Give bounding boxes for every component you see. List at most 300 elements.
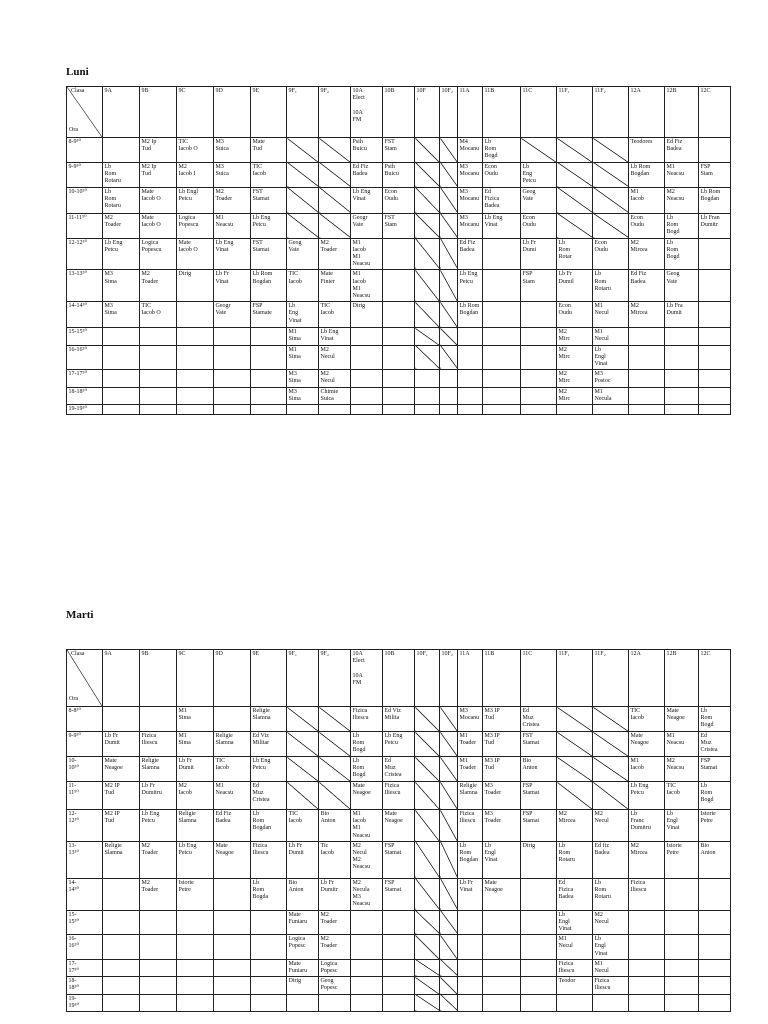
lesson-cell xyxy=(458,387,483,404)
class-header-11: 11A xyxy=(458,650,483,707)
lesson-cell: M2 Ip Tud xyxy=(140,162,177,187)
lesson-cell: Bio Anton xyxy=(699,841,731,878)
lesson-cell: M4 Mocanu xyxy=(458,138,483,163)
lesson-cell: M2 Toader xyxy=(214,187,251,213)
lesson-cell: Lb Franc Dumitru xyxy=(629,810,665,842)
class-header-15: 11F₂ xyxy=(593,87,629,138)
lesson-cell xyxy=(699,345,731,370)
lesson-cell xyxy=(140,405,177,415)
lesson-cell xyxy=(177,370,214,387)
unused-slot-cell xyxy=(415,138,440,163)
hour-label: 18- 18⁵⁰ xyxy=(67,977,103,994)
unused-slot-cell xyxy=(557,732,593,757)
unused-slot-cell xyxy=(415,162,440,187)
class-header-12: 11B xyxy=(483,650,521,707)
lesson-cell xyxy=(440,387,458,404)
lesson-cell: TIC Iacob O xyxy=(140,302,177,328)
unused-slot-cell xyxy=(440,757,458,782)
lesson-cell: Ed Muz Cristea xyxy=(383,757,415,782)
unused-slot-cell xyxy=(415,732,440,757)
lesson-cell: Lb Rom Bogd xyxy=(665,213,699,238)
corner-hour-label: Ora xyxy=(69,126,78,133)
lesson-cell: Psih Buicu xyxy=(351,138,383,163)
lesson-cell xyxy=(458,935,483,960)
lesson-cell xyxy=(665,405,699,415)
lesson-cell xyxy=(103,345,140,370)
lesson-cell xyxy=(458,370,483,387)
lesson-cell xyxy=(214,328,251,345)
class-header-8: 10B xyxy=(383,87,415,138)
lesson-cell: Lb Eng Vinat xyxy=(351,187,383,213)
table-row xyxy=(67,707,731,732)
lesson-cell: M2 Mirc xyxy=(557,345,593,370)
lesson-cell: TIC Iacob xyxy=(251,162,287,187)
lesson-cell: M3 Sima xyxy=(287,387,319,404)
lesson-cell: Fizica Iliescu xyxy=(629,878,665,910)
class-header-6: 9F₂ xyxy=(319,650,351,707)
lesson-cell: M1 Neacsu xyxy=(214,782,251,810)
lesson-cell: Fizica Iliescu xyxy=(593,977,629,994)
unused-slot-cell xyxy=(521,138,557,163)
schedule-table-marti xyxy=(66,649,731,1012)
lesson-cell xyxy=(665,345,699,370)
lesson-cell: M1 Sima xyxy=(177,732,214,757)
lesson-cell: Fizica Iliescu xyxy=(383,782,415,810)
unused-slot-cell xyxy=(440,977,458,994)
lesson-cell: Istorie Petre xyxy=(699,810,731,842)
lesson-cell: M3 Sima xyxy=(103,270,140,302)
lesson-cell: TIC Iacob xyxy=(629,707,665,732)
lesson-cell xyxy=(483,959,521,976)
lesson-cell xyxy=(665,935,699,960)
lesson-cell xyxy=(383,910,415,935)
lesson-cell: Lb Rom Bogd xyxy=(699,707,731,732)
lesson-cell: Geog Vate xyxy=(665,270,699,302)
lesson-cell xyxy=(699,328,731,345)
table-row xyxy=(67,910,731,935)
class-header-8: 10B xyxy=(383,650,415,707)
lesson-cell xyxy=(458,405,483,415)
class-header-0: 9A xyxy=(103,650,140,707)
lesson-cell: Lb Engl Vinat xyxy=(483,841,521,878)
unused-slot-cell xyxy=(415,187,440,213)
table-row xyxy=(67,328,731,345)
lesson-cell: Teodores xyxy=(629,138,665,163)
lesson-cell: Lb Fr Dumit xyxy=(287,841,319,878)
lesson-cell xyxy=(140,387,177,404)
lesson-cell xyxy=(521,959,557,976)
table-row xyxy=(67,841,731,878)
lesson-cell: M3 Toader xyxy=(483,810,521,842)
class-header-5: 9F₁ xyxy=(287,87,319,138)
lesson-cell xyxy=(383,977,415,994)
lesson-cell: M1 Toader xyxy=(458,732,483,757)
lesson-cell: Lb Fra Dumit xyxy=(665,302,699,328)
lesson-cell xyxy=(177,959,214,976)
lesson-cell xyxy=(140,994,177,1011)
lesson-cell: Mate Funiaru xyxy=(287,910,319,935)
unused-slot-cell xyxy=(415,345,440,370)
lesson-cell xyxy=(458,977,483,994)
lesson-cell xyxy=(140,345,177,370)
lesson-cell: Fizica Iliescu xyxy=(140,732,177,757)
lesson-cell: Mate Neagoe xyxy=(665,707,699,732)
lesson-cell xyxy=(699,935,731,960)
lesson-cell: Lb Fr Dumitru xyxy=(140,782,177,810)
lesson-cell xyxy=(458,959,483,976)
hour-label: 9-9⁵⁰ xyxy=(67,162,103,187)
lesson-cell: Logica Popescu xyxy=(177,213,214,238)
lesson-cell xyxy=(665,878,699,910)
header-row xyxy=(67,650,731,707)
table-row xyxy=(67,782,731,810)
unused-slot-cell xyxy=(557,707,593,732)
lesson-cell: Ed Viz Milita xyxy=(383,707,415,732)
lesson-cell: M3 Postoc xyxy=(593,370,629,387)
lesson-cell xyxy=(521,878,557,910)
unused-slot-cell xyxy=(415,878,440,910)
lesson-cell: Lb Fr Dumit xyxy=(103,732,140,757)
unused-slot-cell xyxy=(440,162,458,187)
lesson-cell xyxy=(140,935,177,960)
lesson-cell: Teodor xyxy=(557,977,593,994)
lesson-cell xyxy=(665,977,699,994)
lesson-cell: M1 Iacob M1 Neacsu xyxy=(351,270,383,302)
lesson-cell: FSP Stamat xyxy=(383,841,415,878)
lesson-cell: M2 Mirc xyxy=(557,328,593,345)
unused-slot-cell xyxy=(440,810,458,842)
lesson-cell xyxy=(483,328,521,345)
lesson-cell: M1 Necul xyxy=(593,959,629,976)
lesson-cell xyxy=(351,994,383,1011)
lesson-cell: M3 Mocanu xyxy=(458,187,483,213)
lesson-cell: M1 Necula xyxy=(593,387,629,404)
lesson-cell: Dirig xyxy=(521,841,557,878)
unused-slot-cell xyxy=(440,994,458,1011)
lesson-cell: Logica Popescu xyxy=(140,238,177,270)
lesson-cell xyxy=(287,994,319,1011)
unused-slot-cell xyxy=(415,238,440,270)
lesson-cell xyxy=(103,405,140,415)
lesson-cell: M1 Sima xyxy=(287,328,319,345)
lesson-cell: M2 Toader xyxy=(103,213,140,238)
hour-label: 8-8⁵⁰ xyxy=(67,707,103,732)
lesson-cell xyxy=(103,994,140,1011)
unused-slot-cell xyxy=(593,782,629,810)
lesson-cell xyxy=(383,270,415,302)
lesson-cell: Lb Eng Petcu xyxy=(177,841,214,878)
lesson-cell xyxy=(629,370,665,387)
unused-slot-cell xyxy=(440,935,458,960)
unused-slot-cell xyxy=(440,302,458,328)
lesson-cell: Fizica Iliescu xyxy=(251,841,287,878)
table-row xyxy=(67,187,731,213)
lesson-cell: M2 Mirc xyxy=(557,387,593,404)
lesson-cell xyxy=(699,138,731,163)
lesson-cell: Bio Anton xyxy=(319,810,351,842)
lesson-cell xyxy=(383,935,415,960)
table-row xyxy=(67,810,731,842)
unused-slot-cell xyxy=(319,757,351,782)
unused-slot-cell xyxy=(593,757,629,782)
lesson-cell xyxy=(521,935,557,960)
lesson-cell: Logica Popesc xyxy=(319,959,351,976)
class-header-9: 10F ₁ xyxy=(415,87,440,138)
unused-slot-cell xyxy=(440,138,458,163)
lesson-cell: M2 Mircea xyxy=(629,238,665,270)
lesson-cell xyxy=(521,387,557,404)
unused-slot-cell xyxy=(440,187,458,213)
lesson-cell: M3 IP Tud xyxy=(483,757,521,782)
lesson-cell: Religie Slamna xyxy=(458,782,483,810)
hour-label: 16-16⁵⁰ xyxy=(67,345,103,370)
unused-slot-cell xyxy=(440,238,458,270)
lesson-cell: Lb Fr Dumil xyxy=(557,270,593,302)
table-row xyxy=(67,387,731,404)
lesson-cell xyxy=(665,387,699,404)
class-header-10: 10F₂ xyxy=(440,87,458,138)
hour-label: 16- 16⁵⁰ xyxy=(67,935,103,960)
lesson-cell: Ed Fiz Badea xyxy=(665,138,699,163)
lesson-cell xyxy=(415,387,440,404)
lesson-cell xyxy=(383,370,415,387)
lesson-cell xyxy=(140,977,177,994)
lesson-cell xyxy=(214,977,251,994)
lesson-cell xyxy=(177,328,214,345)
hour-label: 18-18⁵⁰ xyxy=(67,387,103,404)
lesson-cell: Lb Rom Bogdan xyxy=(251,810,287,842)
lesson-cell: Geog Vate xyxy=(287,238,319,270)
lesson-cell xyxy=(103,707,140,732)
lesson-cell: Lb Fr Vinat xyxy=(458,878,483,910)
lesson-cell: Lb Fran Dumitr xyxy=(699,213,731,238)
lesson-cell xyxy=(483,345,521,370)
class-header-17: 12B xyxy=(665,87,699,138)
lesson-cell: Ed Fizica Badea xyxy=(557,878,593,910)
hour-label: 19-19⁵⁰ xyxy=(67,405,103,415)
lesson-cell: FSP Stam xyxy=(699,162,731,187)
table-row xyxy=(67,757,731,782)
lesson-cell: M3 Sima xyxy=(287,370,319,387)
lesson-cell: Fizica Iliescu xyxy=(351,707,383,732)
lesson-cell: M1 Iacob xyxy=(629,757,665,782)
lesson-cell xyxy=(593,994,629,1011)
unused-slot-cell xyxy=(440,878,458,910)
class-header-3: 9D xyxy=(214,650,251,707)
lesson-cell: M2 Necul xyxy=(593,910,629,935)
lesson-cell xyxy=(629,935,665,960)
lesson-cell: FSP Stamate xyxy=(251,302,287,328)
hour-label: 15-15⁵⁰ xyxy=(67,328,103,345)
lesson-cell xyxy=(458,910,483,935)
unused-slot-cell xyxy=(415,935,440,960)
lesson-cell: M2 Toader xyxy=(319,238,351,270)
class-header-16: 12A xyxy=(629,650,665,707)
lesson-cell xyxy=(521,994,557,1011)
unused-slot-cell xyxy=(415,270,440,302)
lesson-cell: Econ Oudu xyxy=(483,162,521,187)
lesson-cell xyxy=(140,959,177,976)
unused-slot-cell xyxy=(319,162,351,187)
hour-label: 17-17⁵⁰ xyxy=(67,370,103,387)
lesson-cell xyxy=(415,405,440,415)
class-header-17: 12B xyxy=(665,650,699,707)
unused-slot-cell xyxy=(440,910,458,935)
lesson-cell: Lb Eng Vinat xyxy=(483,213,521,238)
lesson-cell xyxy=(251,994,287,1011)
unused-slot-cell xyxy=(415,977,440,994)
lesson-cell: TIC Iacob xyxy=(287,270,319,302)
lesson-cell: FST Stam xyxy=(383,138,415,163)
lesson-cell: Lb Rom Bogd xyxy=(351,732,383,757)
hour-label: 14- 14⁵⁰ xyxy=(67,878,103,910)
lesson-cell xyxy=(483,994,521,1011)
lesson-cell: Lb Rom Bogd xyxy=(483,138,521,163)
hour-label: 13-13⁵⁰ xyxy=(67,270,103,302)
hour-label: 12- 12⁵⁰ xyxy=(67,810,103,842)
lesson-cell xyxy=(665,994,699,1011)
lesson-cell xyxy=(521,345,557,370)
lesson-cell xyxy=(440,370,458,387)
lesson-cell xyxy=(629,910,665,935)
lesson-cell: M2 Mircea xyxy=(629,841,665,878)
class-header-1: 9B xyxy=(140,87,177,138)
lesson-cell: Religie Slamna xyxy=(251,707,287,732)
lesson-cell: Istorie Petre xyxy=(177,878,214,910)
class-header-6: 9F₂ xyxy=(319,87,351,138)
lesson-cell: Bio Anton xyxy=(521,757,557,782)
lesson-cell: Lb Fr Dumitr xyxy=(319,878,351,910)
lesson-cell: Dirig xyxy=(351,302,383,328)
lesson-cell: M2 Mircea xyxy=(629,302,665,328)
lesson-cell xyxy=(383,345,415,370)
hour-label: 11-11⁵⁰ xyxy=(67,213,103,238)
lesson-cell: Ed Fiz Badea xyxy=(214,810,251,842)
lesson-cell xyxy=(458,345,483,370)
lesson-cell: Lb Rom Bogd xyxy=(699,782,731,810)
lesson-cell: M2 Toader xyxy=(140,878,177,910)
unused-slot-cell xyxy=(415,841,440,878)
lesson-cell xyxy=(593,405,629,415)
lesson-cell: Lb Rom Bogdan xyxy=(458,841,483,878)
lesson-cell: FST Stam xyxy=(383,213,415,238)
lesson-cell xyxy=(483,238,521,270)
lesson-cell: Mate Neagoe xyxy=(103,757,140,782)
lesson-cell: Lb Eng Vinat xyxy=(319,328,351,345)
unused-slot-cell xyxy=(440,841,458,878)
lesson-cell: Lb Rom Bogd xyxy=(351,757,383,782)
lesson-cell: Geogr Vate xyxy=(214,302,251,328)
lesson-cell xyxy=(483,302,521,328)
lesson-cell: FSP Stamat xyxy=(699,757,731,782)
unused-slot-cell xyxy=(557,757,593,782)
lesson-cell: TIC Iacob xyxy=(287,810,319,842)
lesson-cell xyxy=(699,270,731,302)
lesson-cell: Religie Slamna xyxy=(140,757,177,782)
unused-slot-cell xyxy=(440,270,458,302)
lesson-cell: Mate Tud xyxy=(251,138,287,163)
unused-slot-cell xyxy=(287,707,319,732)
lesson-cell xyxy=(521,328,557,345)
unused-slot-cell xyxy=(415,959,440,976)
lesson-cell: M3 IP Tud xyxy=(483,732,521,757)
unused-slot-cell xyxy=(415,707,440,732)
lesson-cell xyxy=(319,405,351,415)
lesson-cell: Lb Eng Petcu xyxy=(251,213,287,238)
lesson-cell xyxy=(351,910,383,935)
lesson-cell: M1 Toader xyxy=(458,757,483,782)
corner-class-label: Clasa xyxy=(71,88,85,94)
lesson-cell xyxy=(383,959,415,976)
lesson-cell: Tic Iacob xyxy=(319,841,351,878)
lesson-cell: Mate Iacob O xyxy=(177,238,214,270)
lesson-cell: Econ Oudu xyxy=(593,238,629,270)
lesson-cell xyxy=(319,994,351,1011)
unused-slot-cell xyxy=(440,732,458,757)
lesson-cell xyxy=(103,387,140,404)
lesson-cell: Mate Neagoe xyxy=(483,878,521,910)
table-row xyxy=(67,370,731,387)
lesson-cell: Ed Fiz Badea xyxy=(629,270,665,302)
class-header-11: 11A xyxy=(458,87,483,138)
lesson-cell: Lb Rom Rotaru xyxy=(557,841,593,878)
lesson-cell: FST Stamat xyxy=(251,187,287,213)
lesson-cell xyxy=(521,302,557,328)
lesson-cell: M2 Necula M3 Neacsu xyxy=(351,878,383,910)
lesson-cell: FSP Stamat xyxy=(521,810,557,842)
lesson-cell: Psih Buicu xyxy=(383,162,415,187)
class-header-2: 9C xyxy=(177,650,214,707)
unused-slot-cell xyxy=(415,910,440,935)
lesson-cell xyxy=(629,328,665,345)
table-row xyxy=(67,878,731,910)
lesson-cell xyxy=(351,370,383,387)
lesson-cell: M1 Neacsu xyxy=(214,213,251,238)
lesson-cell: M1 Iacob M1 Neacsu xyxy=(351,810,383,842)
lesson-cell: Dirig xyxy=(177,270,214,302)
lesson-cell: Bio Anton xyxy=(287,878,319,910)
corner-class-label: Clasa xyxy=(71,651,85,657)
table-row xyxy=(67,732,731,757)
lesson-cell: Ed Muz Cristea xyxy=(699,732,731,757)
unused-slot-cell xyxy=(287,732,319,757)
lesson-cell xyxy=(521,910,557,935)
lesson-cell xyxy=(483,910,521,935)
lesson-cell xyxy=(629,405,665,415)
corner-cell xyxy=(67,87,103,138)
lesson-cell xyxy=(251,345,287,370)
unused-slot-cell xyxy=(319,732,351,757)
lesson-cell: M2 Toader xyxy=(319,910,351,935)
lesson-cell: Istorie Petre xyxy=(665,841,699,878)
lesson-cell: Lb Fr Dumi xyxy=(521,238,557,270)
lesson-cell: Lb Rom Bogdan xyxy=(699,187,731,213)
lesson-cell: Mate Finier xyxy=(319,270,351,302)
lesson-cell: M2 Neacsu xyxy=(665,187,699,213)
lesson-cell xyxy=(483,387,521,404)
lesson-cell: FSP Stam xyxy=(521,270,557,302)
lesson-cell: Mate Iacob O xyxy=(140,213,177,238)
lesson-cell xyxy=(214,405,251,415)
class-header-7: 10A Elect 10A FM xyxy=(351,87,383,138)
hour-label: 9-9⁵⁰ xyxy=(67,732,103,757)
lesson-cell xyxy=(557,994,593,1011)
unused-slot-cell xyxy=(415,328,440,345)
table-row xyxy=(67,270,731,302)
unused-slot-cell xyxy=(415,994,440,1011)
lesson-cell xyxy=(177,935,214,960)
table-row xyxy=(67,213,731,238)
